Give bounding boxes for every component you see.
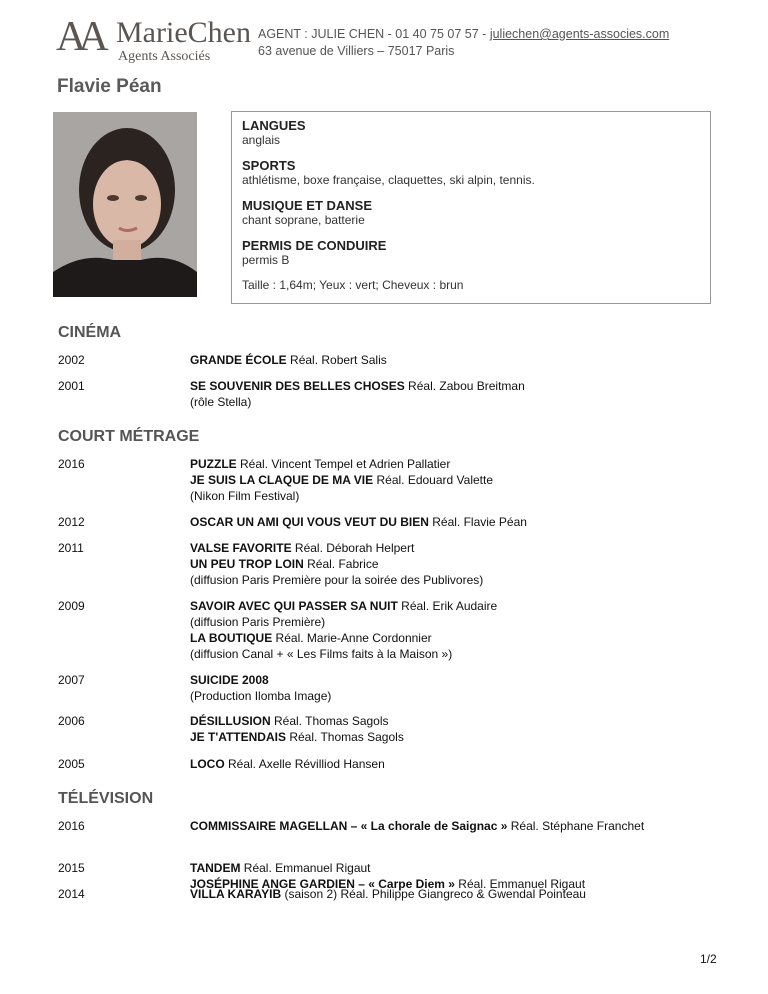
credit-line: [190, 614, 738, 630]
credit-title: VALSE FAVORITE: [190, 541, 292, 555]
credit-detail: Réal. Emmanuel Rigaut: [454, 877, 586, 891]
credit-description: [190, 456, 738, 504]
credit-detail: Réal. Axelle Révilliod Hansen: [224, 757, 385, 771]
credit-line: [190, 540, 738, 556]
credit-line: [190, 886, 738, 902]
credit-line: [190, 514, 738, 530]
credit-title: VILLA KARAYIB: [190, 887, 282, 901]
credit-detail: Réal. Thomas Sagols: [285, 730, 404, 744]
logo-subtitle: Agents Associés: [118, 49, 211, 64]
credit-line: [190, 488, 738, 504]
credit-description: [190, 713, 738, 745]
credit-year: 2014: [58, 887, 85, 901]
credit-title: JE SUIS LA CLAQUE DE MA VIE: [190, 473, 374, 487]
credit-detail: Réal. Robert Salis: [286, 353, 387, 367]
credit-description: [190, 598, 738, 662]
credit-line: [190, 688, 738, 704]
credit-line: [190, 456, 738, 472]
credit-title: TANDEM: [190, 861, 241, 875]
credit-title: COMMISSAIRE MAGELLAN – « La chorale de Saignac »: [190, 819, 508, 833]
credit-line: [190, 572, 738, 588]
logo-mark: AA: [56, 14, 101, 60]
credit-detail: Réal. Déborah Helpert: [291, 541, 415, 555]
credit-line: [190, 729, 738, 745]
credit-description: [190, 886, 738, 902]
credit-detail: Réal. Emmanuel Rigaut: [240, 861, 371, 875]
credit-detail: Réal. Thomas Sagols: [270, 714, 389, 728]
credit-title: SE SOUVENIR DES BELLES CHOSES: [190, 379, 405, 393]
credit-description: [190, 352, 738, 368]
section-cinema-heading: CINÉMA: [58, 324, 122, 341]
actor-name: Flavie Péan: [57, 76, 162, 97]
credit-year: 2016: [58, 457, 85, 471]
credit-description: [190, 756, 738, 772]
logo-name: MarieChen: [116, 16, 251, 49]
musique-value: chant soprane, batterie: [242, 213, 365, 227]
credit-title: SUICIDE 2008: [190, 673, 269, 687]
credit-detail: Réal. Erik Audaire: [397, 599, 498, 613]
credit-line: [190, 352, 738, 368]
permis-value: permis B: [242, 253, 290, 267]
credit-detail: Réal. Stéphane Franchet: [507, 819, 645, 833]
credit-line: [190, 672, 738, 688]
credit-description: [190, 818, 738, 834]
langues-heading: LANGUES: [242, 118, 306, 133]
credit-detail: (rôle Stella): [190, 395, 252, 409]
credit-detail: (diffusion Paris Première): [190, 615, 326, 629]
credit-line: [190, 556, 738, 572]
credit-title: SAVOIR AVEC QUI PASSER SA NUIT: [190, 599, 398, 613]
credit-detail: (diffusion Canal + « Les Films faits à la Maison »): [190, 647, 453, 661]
permis-heading: PERMIS DE CONDUIRE: [242, 238, 387, 253]
credit-line: [190, 713, 738, 729]
credit-detail: (Nikon Film Festival): [190, 489, 300, 503]
credit-year: 2001: [58, 379, 85, 393]
agent-address: 63 avenue de Villiers – 75017 Paris: [258, 44, 455, 58]
credit-line: [190, 756, 738, 772]
credit-title: OSCAR UN AMI QUI VOUS VEUT DU BIEN: [190, 515, 429, 529]
credit-year: 2007: [58, 673, 85, 687]
credit-description: [190, 672, 738, 704]
credit-detail: Réal. Fabrice: [303, 557, 379, 571]
credit-detail: Réal. Edouard Valette: [373, 473, 493, 487]
credit-line: [190, 630, 738, 646]
credit-detail: Réal. Vincent Tempel et Adrien Pallatier: [236, 457, 451, 471]
credit-year: 2016: [58, 819, 85, 833]
credit-line: [190, 860, 738, 876]
credit-year: 2011: [58, 541, 84, 555]
credit-year: 2006: [58, 714, 85, 728]
credit-year: 2005: [58, 757, 85, 771]
credit-title: LOCO: [190, 757, 225, 771]
credit-line: [190, 472, 738, 488]
credit-title: LA BOUTIQUE: [190, 631, 273, 645]
physical-details: Taille : 1,64m; Yeux : vert; Cheveux : brun: [242, 278, 464, 292]
credit-detail: Réal. Zabou Breitman: [404, 379, 525, 393]
credit-title: JOSÉPHINE ANGE GARDIEN – « Carpe Diem »: [190, 877, 455, 891]
credit-line: [190, 378, 738, 394]
sports-value: athlétisme, boxe française, claquettes, ski alpin, tennis.: [242, 173, 535, 187]
credit-description: [190, 540, 738, 588]
credit-line: [190, 646, 738, 662]
credit-line: [190, 598, 738, 614]
section-television-heading: TÉLÉVISION: [58, 790, 154, 807]
credit-year: 2009: [58, 599, 85, 613]
agency-logo: [56, 14, 251, 64]
credit-title: GRANDE ÉCOLE: [190, 353, 287, 367]
sports-heading: SPORTS: [242, 158, 296, 173]
credit-title: UN PEU TROP LOIN: [190, 557, 304, 571]
credit-title: PUZZLE: [190, 457, 237, 471]
credit-description: [190, 378, 738, 410]
credit-line: [190, 394, 738, 410]
credit-title: JE T'ATTENDAIS: [190, 730, 286, 744]
credit-detail: (Production Ilomba Image): [190, 689, 332, 703]
musique-heading: MUSIQUE ET DANSE: [242, 198, 373, 213]
section-court-metrage-heading: COURT MÉTRAGE: [58, 428, 200, 445]
credit-detail: (diffusion Paris Première pour la soirée des Publivores): [190, 573, 484, 587]
credit-description: [190, 514, 738, 530]
credit-detail: (saison 2) Réal. Philippe Giangreco & Gwendal Pointeau: [281, 887, 586, 901]
credit-detail: Réal. Flavie Péan: [428, 515, 527, 529]
langues-value: anglais: [242, 133, 281, 147]
agent-contact: [258, 26, 669, 60]
credit-year: 2012: [58, 515, 85, 529]
credit-detail: Réal. Marie-Anne Cordonnier: [272, 631, 432, 645]
agent-line: AGENT : JULIE CHEN - 01 40 75 07 57 -: [258, 27, 490, 41]
page-number: 1/2: [700, 952, 717, 966]
info-box: [231, 111, 711, 304]
credit-year: 2002: [58, 353, 85, 367]
credit-title: DÉSILLUSION: [190, 714, 271, 728]
credit-year: 2015: [58, 861, 85, 875]
portrait-photo: [53, 112, 197, 297]
agent-email-link[interactable]: juliechen@agents-associes.com: [489, 27, 670, 41]
credit-line: [190, 818, 738, 834]
